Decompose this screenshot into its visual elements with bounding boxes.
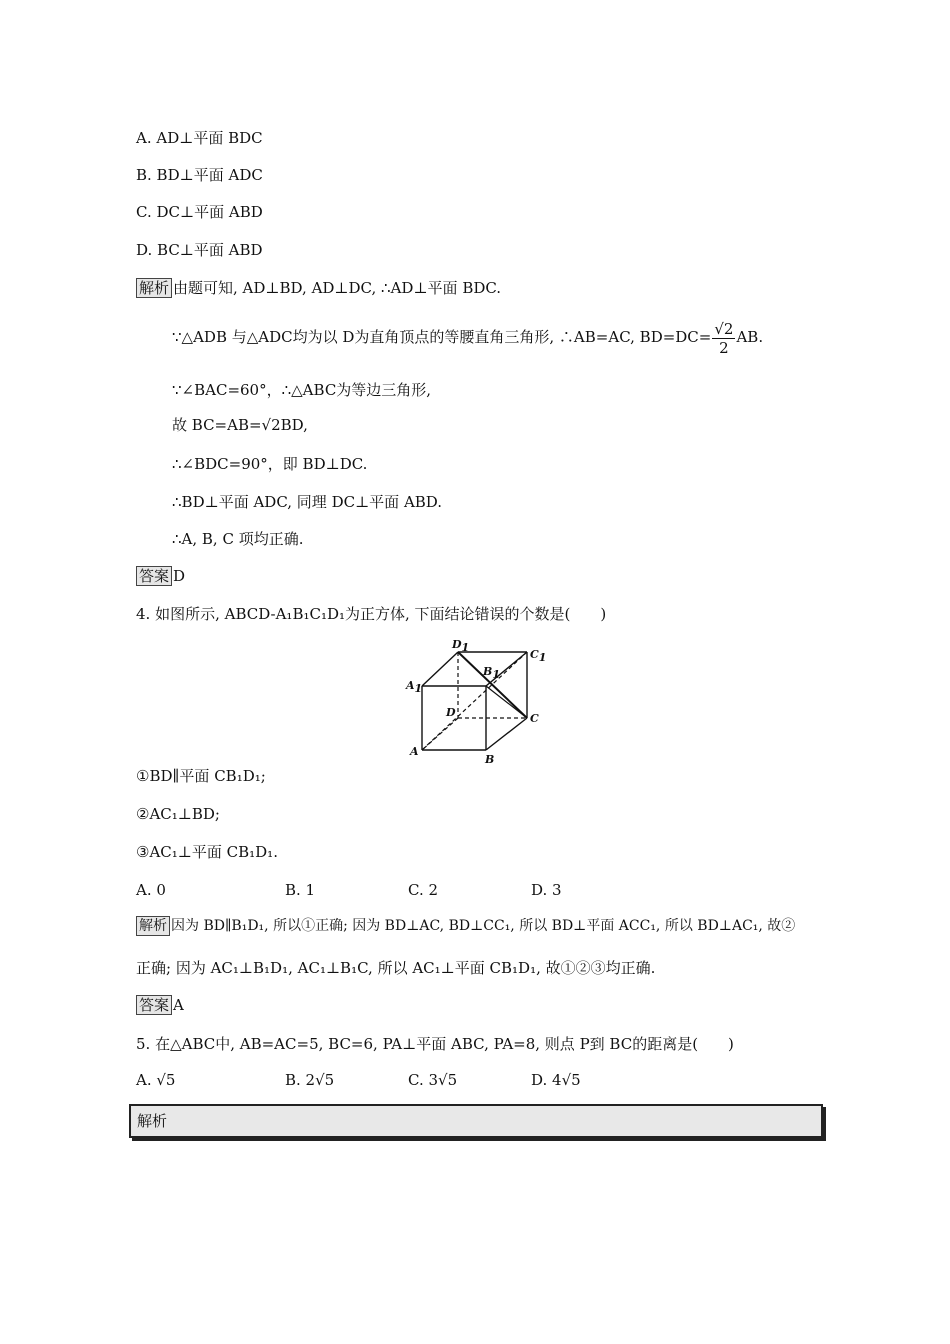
q4-statement-1: ①BD∥平面 CB₁D₁; xyxy=(136,767,266,785)
q5-option-b: B. 2√5 xyxy=(285,1071,335,1089)
q4-option-b: B. 1 xyxy=(285,881,316,899)
label-a1: A1 xyxy=(406,679,423,695)
answer-tag: 答案 xyxy=(136,995,172,1015)
q3-line2-post: AB. xyxy=(736,328,764,346)
q5-stem: 5. 在△ABC中, AB=AC=5, BC=6, PA⊥平面 ABC, PA=8, 则点 P到 BC的距离是( ) xyxy=(136,1035,734,1053)
q4-option-a: A. 0 xyxy=(136,881,166,899)
q4-answer: A xyxy=(173,996,184,1014)
q4-statement-2: ②AC₁⊥BD; xyxy=(136,805,220,823)
label-b1: B1 xyxy=(483,665,500,681)
q5-option-c: C. 3√5 xyxy=(408,1071,458,1089)
fraction-sqrt2-over-2 xyxy=(712,320,735,357)
q4-analysis-line-2: 正确; 因为 AC₁⊥B₁D₁, AC₁⊥B₁C, 所以 AC₁⊥平面 CB₁D₁, 故①②③均正确. xyxy=(136,959,656,977)
analysis-tag: 解析 xyxy=(136,278,172,298)
answer-tag: 答案 xyxy=(136,566,172,586)
q5-analysis-box xyxy=(129,1104,823,1138)
cube-figure xyxy=(400,634,550,768)
q3-analysis-line-5: ∴∠BDC=90°，即 BD⊥DC. xyxy=(172,455,368,473)
q3-answer: D xyxy=(173,567,186,585)
label-d: D xyxy=(446,706,456,719)
q3-analysis-line-2 xyxy=(172,318,763,357)
fraction-numerator: √2 xyxy=(714,319,734,338)
analysis-tag: 解析 xyxy=(136,916,170,936)
q3-analysis-text-1: 由题可知, AD⊥BD, AD⊥DC, ∴AD⊥平面 BDC. xyxy=(173,279,502,297)
q4-analysis-line-1 xyxy=(136,916,795,936)
q4-stem: 4. 如图所示, ABCD-A₁B₁C₁D₁为正方体, 下面结论错误的个数是( ) xyxy=(136,605,607,623)
q3-analysis-line-3: ∵∠BAC=60°，∴△ABC为等边三角形, xyxy=(172,381,432,399)
q3-answer-line xyxy=(136,566,185,586)
q3-option-b: B. BD⊥平面 ADC xyxy=(136,166,263,184)
q5-option-d: D. 4√5 xyxy=(531,1071,581,1089)
q3-analysis-line-6: ∴BD⊥平面 ADC, 同理 DC⊥平面 ABD. xyxy=(172,493,443,511)
q5-analysis-tag: 解析 xyxy=(137,1112,168,1130)
fraction-denominator: 2 xyxy=(719,338,729,357)
label-b: B xyxy=(485,753,495,766)
q4-answer-line xyxy=(136,995,184,1015)
label-c1: C1 xyxy=(530,648,547,664)
q4-analysis-text-1: 因为 BD∥B₁D₁, 所以①正确; 因为 BD⊥AC, BD⊥CC₁, 所以 BD⊥平面 ACC₁, 所以 BD⊥AC₁, 故② xyxy=(171,918,796,934)
label-c: C xyxy=(530,712,539,725)
q4-option-d: D. 3 xyxy=(531,881,562,899)
label-a: A xyxy=(410,745,419,758)
q3-option-a: A. AD⊥平面 BDC xyxy=(136,129,263,147)
q3-analysis-line-7: ∴A, B, C 项均正确. xyxy=(172,530,304,548)
q3-line2-pre: ∵△ADB 与△ADC均为以 D为直角顶点的等腰直角三角形, ∴AB=AC, BD=DC= xyxy=(172,328,712,346)
q3-analysis-line-1 xyxy=(136,278,501,298)
q4-option-c: C. 2 xyxy=(408,881,439,899)
q3-option-c: C. DC⊥平面 ABD xyxy=(136,203,263,221)
q3-option-d: D. BC⊥平面 ABD xyxy=(136,241,263,259)
label-d1: D1 xyxy=(452,638,470,654)
q5-option-a: A. √5 xyxy=(136,1071,176,1089)
q4-statement-3: ③AC₁⊥平面 CB₁D₁. xyxy=(136,843,278,861)
q3-analysis-line-4: 故 BC=AB=√2BD, xyxy=(172,416,308,434)
